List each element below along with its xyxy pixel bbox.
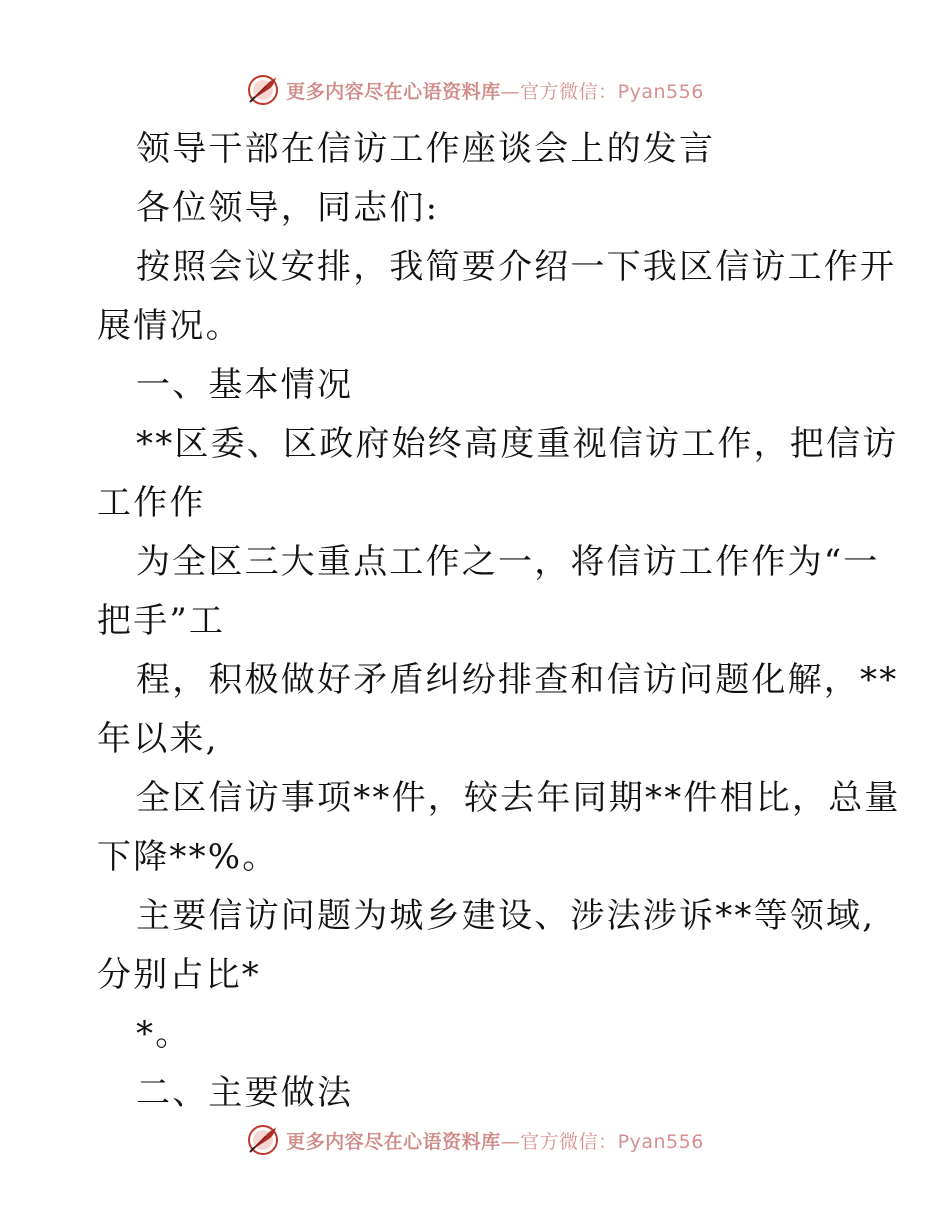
paragraph-line: 下降**%。 bbox=[97, 837, 279, 877]
watermark-tail: —官方微信：Pyan556 bbox=[500, 80, 704, 103]
paragraph-line: *。 bbox=[136, 1014, 192, 1054]
paragraph-line: 为全区三大重点工作之一，将信访工作作为“一 bbox=[136, 542, 880, 582]
paragraph-line: **区委、区政府始终高度重视信访工作，把信访 bbox=[136, 424, 899, 464]
paragraph-line: 主要信访问题为城乡建设、涉法涉诉**等领域, bbox=[136, 896, 876, 936]
section-heading: 二、主要做法 bbox=[136, 1073, 354, 1113]
paragraph-line: 程，积极做好矛盾纠纷排查和信访问题化解，** bbox=[136, 660, 899, 700]
paragraph-line: 年以来, bbox=[97, 719, 219, 759]
footer-watermark bbox=[0, 1120, 950, 1160]
document-title: 领导干部在信访工作座谈会上的发言 bbox=[136, 129, 716, 169]
section-heading: 一、基本情况 bbox=[136, 365, 354, 405]
watermark-lead: 更多内容尽在心语资料库 bbox=[286, 80, 501, 103]
watermark-text bbox=[286, 1127, 704, 1154]
paragraph-line: 展情况。 bbox=[97, 306, 242, 346]
header-watermark bbox=[0, 70, 950, 110]
feather-pen-logo-icon bbox=[246, 73, 280, 107]
feather-pen-logo-icon bbox=[246, 1123, 280, 1157]
watermark-text bbox=[286, 77, 704, 104]
watermark-tail: —官方微信：Pyan556 bbox=[500, 1130, 704, 1153]
document-body bbox=[97, 120, 901, 1123]
watermark-lead: 更多内容尽在心语资料库 bbox=[286, 1130, 501, 1153]
paragraph-line: 把手”工 bbox=[97, 601, 226, 641]
salutation: 各位领导，同志们: bbox=[136, 188, 440, 228]
paragraph-line: 工作作 bbox=[97, 483, 206, 523]
paragraph-line: 按照会议安排，我简要介绍一下我区信访工作开 bbox=[136, 247, 897, 287]
paragraph-line: 分别占比* bbox=[97, 955, 261, 995]
paragraph-line: 全区信访事项**件，较去年同期**件相比，总量 bbox=[136, 778, 901, 818]
